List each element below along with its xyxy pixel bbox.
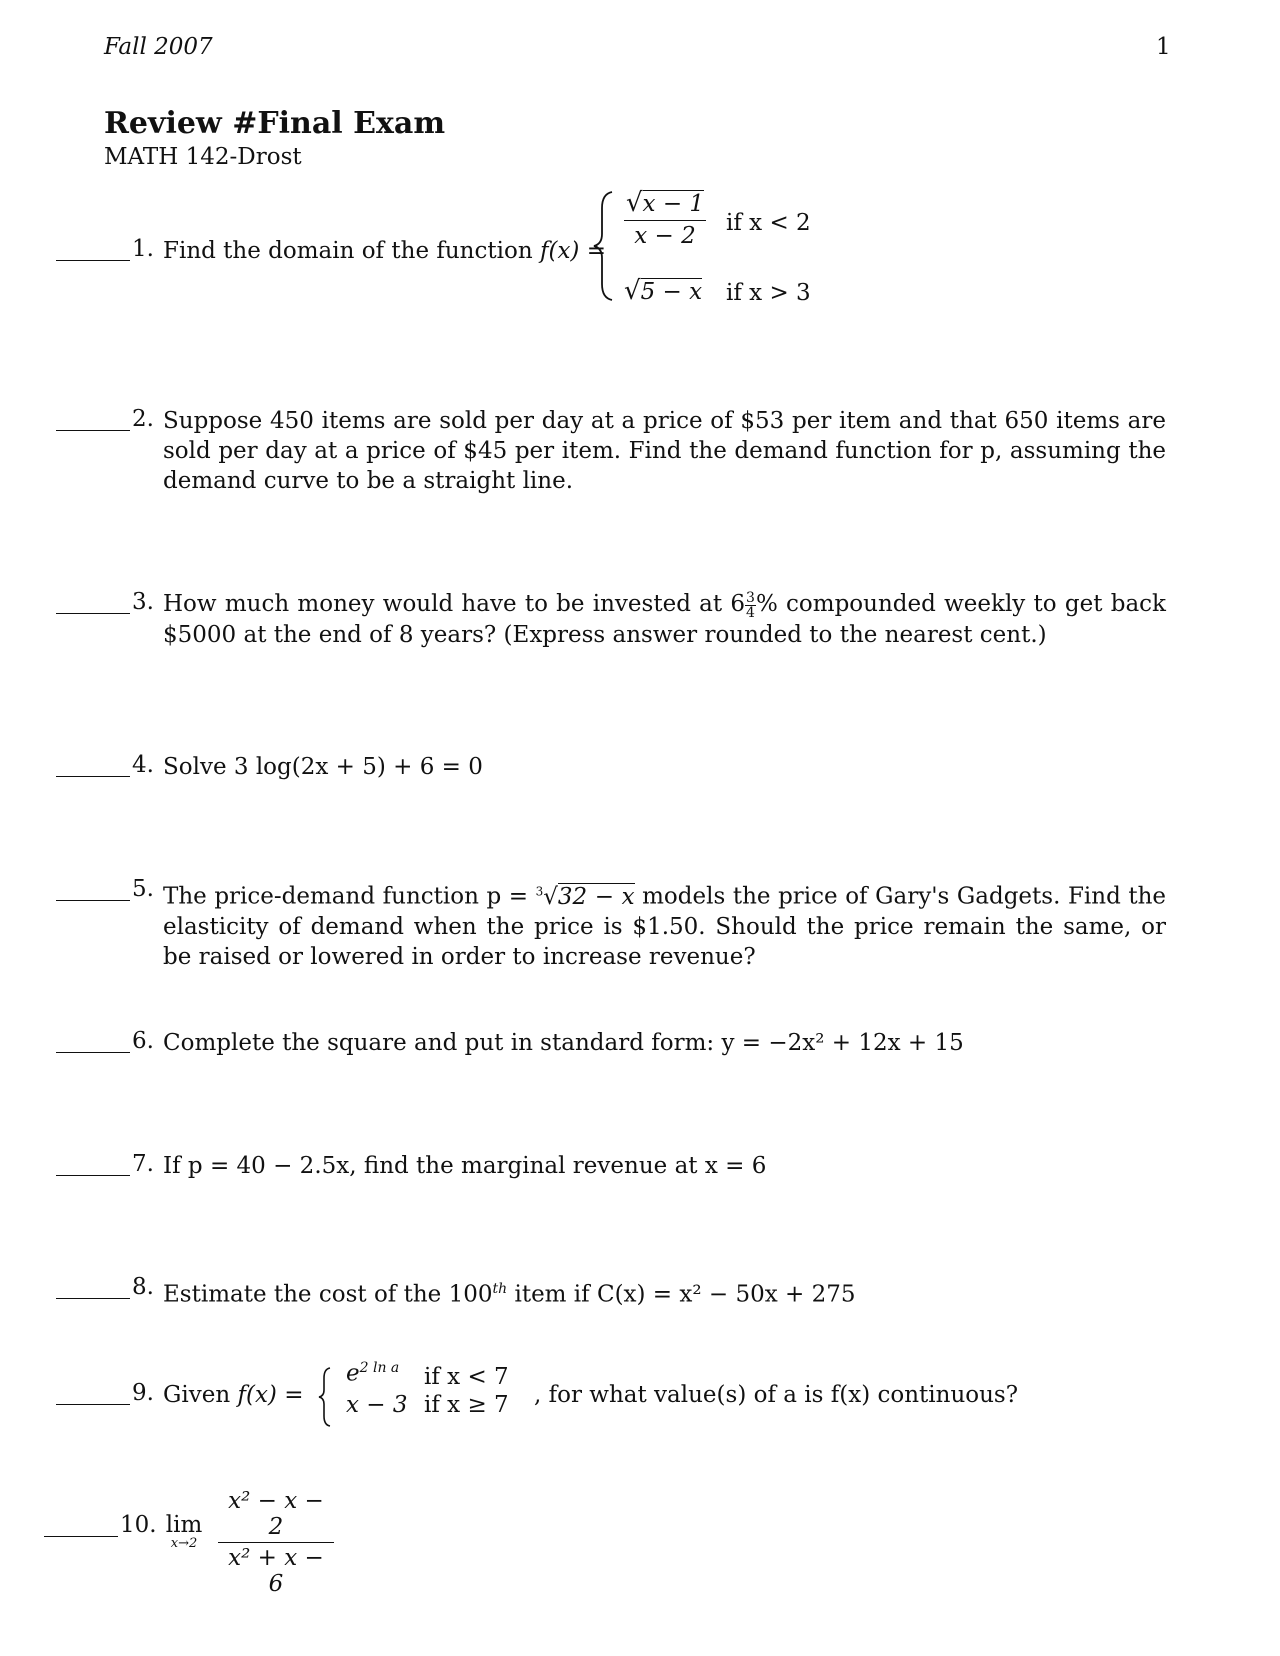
question-text-part: How much money would have to be invested at 6 [163, 591, 746, 617]
root-radicand: 32 − x [557, 883, 635, 910]
answer-blank[interactable] [56, 900, 130, 901]
question-text-part: item if C(x) = x² − 50x + 275 [514, 1281, 856, 1308]
question-text-continued: , for what value(s) of a is f(x) continuous? [534, 1382, 1019, 1408]
answer-blank[interactable] [56, 1298, 130, 1299]
limit-operator [164, 1512, 204, 1551]
answer-blank[interactable] [44, 1536, 118, 1537]
question-number: 7. [132, 1151, 154, 1177]
question-number: 2. [132, 406, 154, 432]
question-text: If p = 40 − 2.5x, find the marginal revenue at x = 6 [163, 1153, 767, 1179]
fraction-three-quarters [745, 591, 756, 620]
answer-blank[interactable] [56, 613, 130, 614]
fraction-denominator: 4 [746, 604, 755, 621]
answer-blank[interactable] [56, 260, 130, 261]
cube-root-expression: $^3$√32 − x [535, 883, 635, 910]
page-number: 1 [1156, 34, 1171, 60]
semester-label: Fall 2007 [104, 34, 213, 60]
course-subtitle: MATH 142-Drost [104, 144, 302, 170]
answer-blank[interactable] [56, 430, 130, 431]
case-2-condition: if x ≥ 7 [424, 1392, 509, 1418]
question-text: Complete the square and put in standard form: y = −2x² + 12x + 15 [163, 1030, 964, 1056]
question-text-span: Find the domain of the function [163, 238, 533, 264]
case-1-condition: if x < 2 [726, 210, 811, 236]
limit-subscript: x→2 [170, 1536, 198, 1551]
question-text [163, 1380, 303, 1410]
fraction-numerator: x² − x − 2 [218, 1488, 334, 1543]
question-text-part: models the price of Gary's Gadgets. Find the elasticity of demand when the price is $1.50. Should the price remain the same, or be raised or lowered in order to increase revenue? [163, 883, 1167, 970]
case-1-numerator: x − 1 [642, 191, 705, 217]
case-1-condition: if x < 7 [424, 1364, 509, 1390]
question-text-part: Estimate the cost of the 100 [163, 1281, 493, 1308]
case-1-expression [346, 1360, 399, 1387]
answer-blank[interactable] [56, 1175, 130, 1176]
question-text-part: % compounded weekly to get back $5000 at the end of 8 years? (Express answer rounded to the nearest cent.) [163, 591, 1166, 648]
answer-blank[interactable] [56, 1052, 130, 1053]
question-text [163, 876, 1166, 972]
question-number: 10. [120, 1512, 157, 1538]
root-index: 3 [535, 884, 544, 898]
question-number: 5. [132, 876, 154, 902]
question-text: Suppose 450 items are sold per day at a price of $53 per item and that 650 items are sold per day at a price of $45 per item. Find the demand function for p, assuming the demand curve to be a straight line. [163, 408, 1166, 494]
question-number: 3. [132, 589, 154, 615]
function-label: f(x) = [539, 238, 606, 264]
question-text [163, 1274, 856, 1310]
case-1-exponent: 2 ln a [359, 1360, 400, 1376]
case-1-base: e [346, 1360, 360, 1387]
question-text-part: Given [163, 1382, 231, 1408]
fraction-numerator: 3 [746, 589, 755, 606]
case-2-expression: √5 − x [624, 276, 703, 306]
limit-label: lim [165, 1512, 203, 1538]
case-1-fraction: √x − 1 x − 2 [625, 188, 705, 249]
page-title: Review #Final Exam [104, 106, 446, 141]
case-2-expression: x − 3 [346, 1392, 408, 1418]
fraction-denominator: x² + x − 6 [228, 1545, 324, 1597]
function-label: f(x) = [237, 1382, 304, 1408]
question-text-part: The price-demand function p = [163, 883, 529, 910]
case-1-denominator: x − 2 [634, 223, 696, 249]
answer-blank[interactable] [56, 1404, 130, 1405]
question-number: 9. [132, 1380, 154, 1406]
answer-blank[interactable] [56, 776, 130, 777]
question-number: 8. [132, 1274, 154, 1300]
question-number: 6. [132, 1028, 154, 1054]
limit-fraction [218, 1488, 334, 1597]
left-brace-icon [316, 1366, 334, 1428]
case-2-radicand: 5 − x [640, 279, 703, 305]
question-text [163, 236, 606, 266]
question-number: 4. [132, 752, 154, 778]
question-text [163, 589, 1166, 650]
question-number: 1. [132, 236, 154, 262]
case-2-condition: if x > 3 [726, 280, 811, 306]
superscript-th: th [492, 1281, 508, 1297]
question-text: Solve 3 log(2x + 5) + 6 = 0 [163, 754, 483, 780]
left-brace-icon [590, 188, 620, 304]
